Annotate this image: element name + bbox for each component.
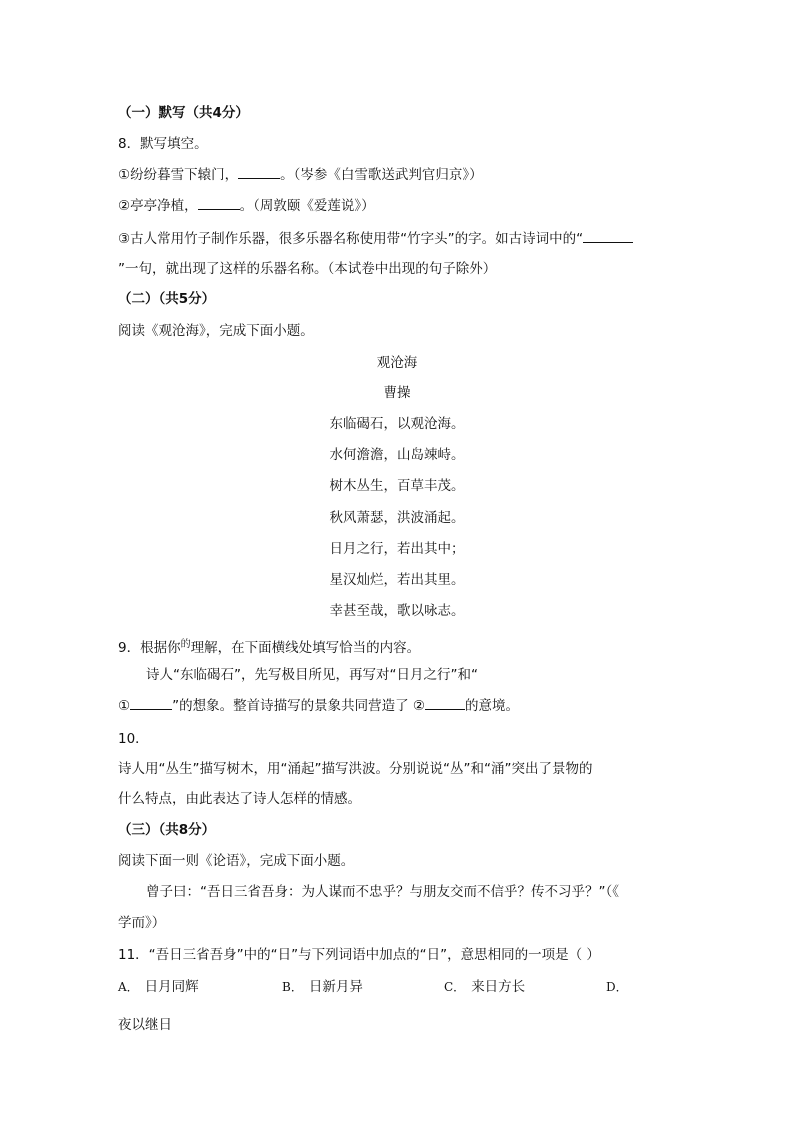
q8-3-blank[interactable] xyxy=(583,230,633,243)
q9-stem-sup: 的 xyxy=(180,639,191,650)
option-d-text: 夜以继日 xyxy=(118,1017,172,1033)
option-c-text: 来日方长 xyxy=(471,979,526,995)
question-8-stem: 8．默写填空。 xyxy=(118,136,208,152)
section1-title: （一）默写（共4分） xyxy=(118,105,249,121)
section3-title: （三）（共8分） xyxy=(118,822,216,838)
question-9-text-line2 xyxy=(118,697,519,715)
poem-line: 星汉灿烂，若出其里。 xyxy=(329,572,465,588)
option-a[interactable] xyxy=(118,978,199,996)
option-d-letter: D． xyxy=(606,980,628,994)
question-10-number: 10． xyxy=(118,731,149,747)
option-c-letter: C． xyxy=(444,980,466,994)
analects-quote-line1: 曾子曰：“吾日三省吾身：为人谋而不忠乎？与朋友交而不信乎？传不习乎？”（《 xyxy=(146,884,619,900)
q8-1-blank[interactable] xyxy=(238,166,280,179)
question-8-item-1 xyxy=(118,166,483,184)
section2-intro: 阅读《观沧海》，完成下面小题。 xyxy=(118,323,314,339)
q9-text2-b: ”的想象。整首诗描写的景象共同营造了 ② xyxy=(172,698,425,714)
poem-line: 树木丛生，百草丰茂。 xyxy=(329,478,465,494)
q8-2-text-a: ②亭亭净植， xyxy=(118,198,198,214)
option-a-text: 日月同辉 xyxy=(144,979,199,995)
question-9-text-line1: 诗人“东临碣石”，先写极目所见，再写对“日月之行”和“ xyxy=(146,667,478,683)
option-a-letter: A． xyxy=(118,980,139,994)
poem-line: 幸甚至哉，歌以咏志。 xyxy=(329,603,465,619)
question-8-item-3-line1 xyxy=(118,230,633,248)
option-c[interactable] xyxy=(444,978,525,996)
q8-2-blank[interactable] xyxy=(198,197,240,210)
question-11-stem: 11．“吾日三省吾身”中的“日”与下列词语中加点的“日”，意思相同的一项是（ ） xyxy=(118,947,600,963)
q9-text2-c: 的意境。 xyxy=(465,698,519,714)
section2-title: （二）（共5分） xyxy=(118,291,216,307)
option-b[interactable] xyxy=(282,978,363,996)
q8-1-text-a: ①纷纷暮雪下辕门， xyxy=(118,167,239,183)
poem-line: 秋风萧瑟，洪波涌起。 xyxy=(329,510,465,526)
option-b-text: 日新月异 xyxy=(308,979,363,995)
poem-line: 水何澹澹，山岛竦峙。 xyxy=(329,447,465,463)
q9-blank-1[interactable] xyxy=(130,697,172,710)
question-8-item-3-line2: ”一句，就出现了这样的乐器名称。（本试卷中出现的句子除外） xyxy=(118,261,497,277)
q8-1-text-b: 。（岑参《白雪歌送武判官归京》） xyxy=(280,167,483,183)
analects-quote-line2: 学而》） xyxy=(118,915,166,931)
section3-intro: 阅读下面一则《论语》，完成下面小题。 xyxy=(118,853,355,869)
q9-stem-a: 9．根据你 xyxy=(118,640,181,656)
q9-stem-b: 理解，在下面横线处填写恰当的内容。 xyxy=(190,640,421,656)
option-b-letter: B． xyxy=(282,980,303,994)
question-8-item-2 xyxy=(118,197,375,215)
poem-line: 日月之行，若出其中； xyxy=(329,541,465,557)
q8-3-text-a: ③古人常用竹子制作乐器，很多乐器名称使用带“竹字头”的字。如古诗词中的“ xyxy=(118,231,584,247)
question-10-text-line2: 什么特点，由此表达了诗人怎样的情感。 xyxy=(118,791,361,807)
q9-circle-1: ① xyxy=(118,698,131,714)
poem-line: 东临碣石，以观沧海。 xyxy=(329,416,465,432)
q8-2-text-b: 。（周敦颐《爱莲说》） xyxy=(239,198,375,214)
question-9-stem xyxy=(118,636,420,657)
option-d[interactable] xyxy=(606,978,634,996)
poem-author: 曹操 xyxy=(383,385,411,401)
q9-blank-2[interactable] xyxy=(425,697,465,710)
question-10-text-line1: 诗人用“丛生”描写树木，用“涌起”描写洪波。分别说说“丛”和“涌”突出了景物的 xyxy=(118,761,593,777)
poem-title: 观沧海 xyxy=(376,355,418,371)
